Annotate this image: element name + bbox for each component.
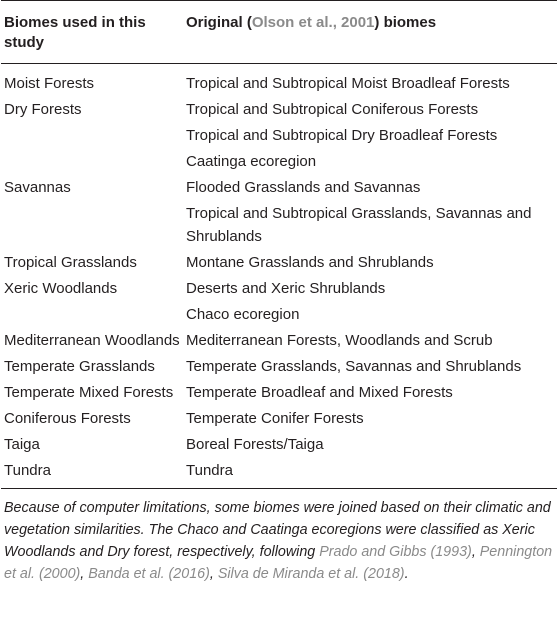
biome-used	[0, 200, 186, 249]
table-row	[0, 148, 558, 174]
header-col-original-biomes	[186, 13, 558, 53]
table-row	[0, 200, 558, 249]
table-row	[0, 96, 558, 122]
table-row	[0, 353, 558, 379]
footnote-separator: ,	[471, 544, 480, 560]
original-biome: Boreal Forests/Taiga	[186, 436, 324, 453]
table-body	[0, 64, 558, 488]
biome-used: Xeric Woodlands	[4, 280, 118, 297]
biome-used: Savannas	[4, 179, 71, 196]
biome-used: Mediterranean Woodlands	[4, 332, 180, 349]
biome-used: Dry Forests	[4, 101, 82, 118]
biome-used: Tropical Grasslands	[4, 254, 137, 271]
biome-used: Coniferous Forests	[4, 410, 131, 427]
biome-used	[0, 148, 186, 174]
original-biome: Tundra	[186, 462, 233, 479]
original-biome: Temperate Broadleaf and Mixed Forests	[186, 384, 453, 401]
original-biome: Flooded Grasslands and Savannas	[186, 179, 421, 196]
biome-used: Temperate Mixed Forests	[4, 384, 174, 401]
header-suffix: ) biomes	[374, 14, 437, 31]
table-footnote	[0, 489, 558, 585]
original-biome: Deserts and Xeric Shrublands	[186, 280, 386, 297]
header-prefix: Original (	[186, 14, 252, 31]
table-row	[0, 379, 558, 405]
citation-link[interactable]: Banda et al. (2016)	[88, 566, 210, 582]
footnote-end: .	[404, 566, 409, 582]
biome-used: Taiga	[4, 436, 40, 453]
table-row	[0, 70, 558, 96]
biome-used	[0, 301, 186, 327]
original-biome: Tropical and Subtropical Dry Broadleaf Forests	[186, 127, 498, 144]
original-biome: Tropical and Subtropical Moist Broadleaf Forests	[186, 75, 510, 92]
citation-link[interactable]: Silva de Miranda et al. (2018)	[217, 566, 405, 582]
table-row	[0, 122, 558, 148]
biome-used: Tundra	[4, 462, 51, 479]
table-row	[0, 457, 558, 483]
table-row	[0, 174, 558, 200]
table-header	[0, 1, 558, 63]
footnote-text: Because of computer limitations, some biomes were joined based on their climatic and vegetation similarities. The Chaco and Caatinga ecoregions were classified as Xeric Woodlands and Dry forest, respectively, following	[4, 500, 551, 560]
table-row	[0, 249, 558, 275]
footnote-separator: ,	[80, 566, 89, 582]
footnote-separator: ,	[209, 566, 218, 582]
citation-link[interactable]: Prado and Gibbs (1993)	[319, 544, 472, 560]
biome-used	[0, 122, 186, 148]
table-row	[0, 327, 558, 353]
original-biome: Chaco ecoregion	[186, 306, 300, 323]
biome-used: Temperate Grasslands	[4, 358, 155, 375]
original-biome: Tropical and Subtropical Grasslands, Savannas and Shrublands	[186, 205, 532, 245]
table-row	[0, 275, 558, 301]
original-biome: Temperate Grasslands, Savannas and Shrublands	[186, 358, 522, 375]
original-biome: Mediterranean Forests, Woodlands and Scrub	[186, 332, 493, 349]
original-biome: Tropical and Subtropical Coniferous Forests	[186, 101, 479, 118]
original-biome: Montane Grasslands and Shrublands	[186, 254, 434, 271]
table-row	[0, 405, 558, 431]
citation-link[interactable]: Olson et al., 2001	[251, 14, 375, 31]
header-col-biomes-used: Biomes used in this study	[4, 14, 146, 51]
citation-link[interactable]: Pennington et al. (2000)	[4, 544, 553, 582]
biome-used: Moist Forests	[4, 75, 95, 92]
original-biome: Caatinga ecoregion	[186, 153, 317, 170]
original-biome: Temperate Conifer Forests	[186, 410, 364, 427]
table-row	[0, 431, 558, 457]
table-row	[0, 301, 558, 327]
